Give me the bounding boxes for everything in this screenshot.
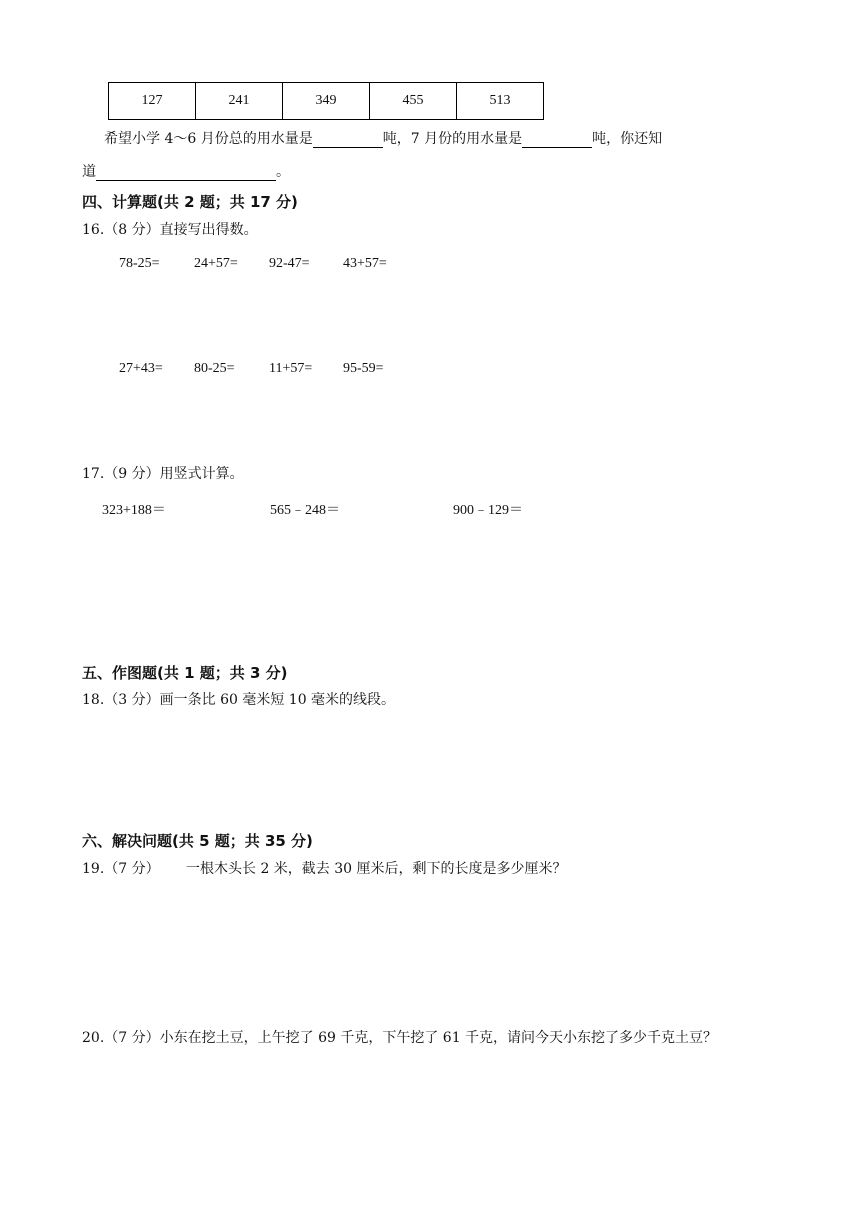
arithmetic-item: 78-25= [119,256,160,271]
arithmetic-item: 80-25= [194,361,235,376]
section-title: 五、作图题(共 1 题；共 3 分) [82,664,288,682]
question-18-label: 18.（3 分）画一条比 60 毫米短 10 毫米的线段。 [82,692,396,708]
arithmetic-item: 11+57= [269,361,313,376]
table-cell: 127 [109,83,196,120]
question-17-label: 17.（9 分）用竖式计算。 [82,466,244,482]
section-title: 四、计算题(共 2 题；共 17 分) [82,193,298,211]
section-title: 六、解决问题(共 5 题；共 35 分) [82,832,313,850]
table-cell: 455 [370,83,457,120]
fill-text-5: 。 [276,164,290,180]
arithmetic-item: 43+57= [343,256,387,271]
table-row [109,83,544,120]
vertical-calc-item: 565﹣248＝ [270,503,340,518]
arithmetic-item: 27+43= [119,361,163,376]
answer-blank[interactable] [313,132,383,148]
q16-row-2 [0,361,860,379]
arithmetic-item: 92-47= [269,256,310,271]
fill-text-3: 吨，你还知 [592,131,663,147]
fill-text-4: 道 [82,164,96,180]
question-19-text: 一根木头长 2 米，截去 30 厘米后，剩下的长度是多少厘米？ [186,861,567,877]
fill-text-2: 吨，7 月份的用水量是 [382,131,523,147]
question-16-label: 16.（8 分）直接写出得数。 [82,222,258,238]
table-cell: 513 [457,83,544,120]
table-cell: 241 [196,83,283,120]
vertical-calc-item: 323+188＝ [102,503,166,518]
fill-question-line2 [82,163,290,181]
question-20-label: 20.（7 分）小东在挖土豆，上午挖了 69 千克，下午挖了 61 千克，请问今天小东挖了多少千克土豆？ [82,1030,718,1046]
q17-row [0,499,860,517]
fill-text-1: 希望小学 4～6 月份总的用水量是 [104,131,313,147]
vertical-calc-item: 900﹣129＝ [453,503,523,518]
table-cell: 349 [283,83,370,120]
fill-question-line1 [104,130,662,148]
water-usage-table [108,82,544,120]
arithmetic-item: 95-59= [343,361,384,376]
question-19-number: 19.（7 分） [82,861,160,877]
arithmetic-item: 24+57= [194,256,238,271]
answer-blank[interactable] [522,132,592,148]
q16-row-1 [0,256,860,274]
answer-blank[interactable] [96,165,276,181]
